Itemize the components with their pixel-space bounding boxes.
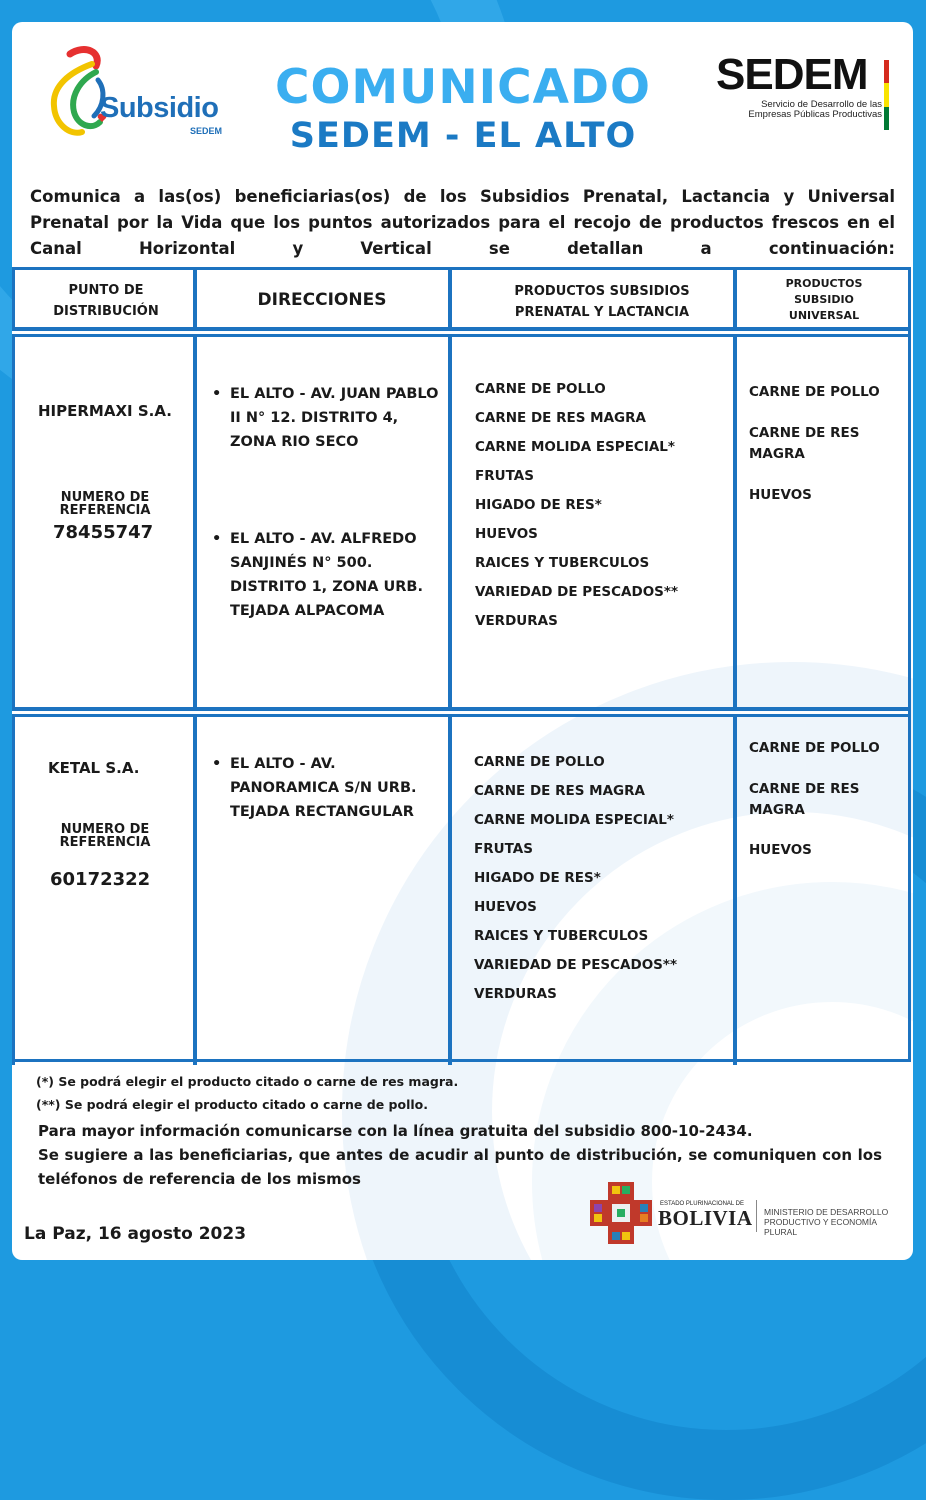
- list-item: FRUTAS: [475, 468, 534, 484]
- reference-number: 60172322: [50, 869, 151, 890]
- universal-product: HUEVOS: [749, 842, 812, 858]
- page-subtitle: SEDEM - EL ALTO: [289, 116, 637, 156]
- intro-paragraph: Comunica a las(os) beneficiarias(os) de los Subsidios Prenatal, Lactancia y Universal Prenatal por la Vida que los puntos autorizados para el recojo de productos frescos en el Canal Horizontal y Vertical se detallan a continuación:: [30, 187, 895, 258]
- subsidio-logo-subtext: SEDEM: [190, 126, 223, 136]
- list-item: CARNE DE RES MAGRA: [475, 410, 646, 426]
- list-item: HUEVOS: [475, 526, 538, 542]
- info-paragraph: Se sugiere a las beneficiarias, que antes de acudir al punto de distribución, se comuniquen con los teléfonos de referencia de los mismos: [38, 1146, 882, 1188]
- list-item: CARNE MOLIDA ESPECIAL*: [475, 439, 675, 455]
- footnote: (**) Se podrá elegir el producto citado o carne de pollo.: [36, 1097, 428, 1112]
- list-item: CARNE DE POLLO: [474, 754, 605, 770]
- header-universal: PRODUCTOS SUBSIDIO UNIVERSAL: [785, 277, 863, 322]
- header-prenatal: PRODUCTOS SUBSIDIOS PRENATAL Y LACTANCIA: [514, 284, 690, 320]
- list-item: HIGADO DE RES*: [474, 870, 601, 886]
- list-item: VARIEDAD DE PESCADOS**: [474, 957, 678, 973]
- universal-product: CARNE DE RES MAGRA: [749, 425, 860, 462]
- list-item: RAICES Y TUBERCULOS: [475, 555, 650, 571]
- list-item: FRUTAS: [474, 841, 533, 857]
- bolivia-ministry-logo: [590, 1182, 900, 1248]
- subsidio-logo-text: Subsidio: [100, 92, 219, 124]
- list-item: VERDURAS: [475, 613, 558, 629]
- logo-separator: [756, 1200, 757, 1232]
- bolivia-state-text: ESTADO PLURINACIONAL DE: [660, 1201, 745, 1207]
- page-title: COMUNICADO: [274, 60, 652, 115]
- bolivia-emblem-icon: [590, 1182, 652, 1244]
- list-item: VERDURAS: [474, 986, 557, 1002]
- table-divider: [733, 270, 737, 1065]
- sedem-logo-text: SEDEM: [716, 50, 868, 99]
- table-divider: [193, 270, 197, 1065]
- reference-label: NUMERO DE REFERENCIA: [59, 822, 151, 850]
- reference-label: NUMERO DE REFERENCIA: [59, 490, 151, 518]
- distribution-table: [12, 267, 911, 1062]
- ministry-text: MINISTERIO DE DESARROLLO PRODUCTIVO Y ECONOMÍA PLURAL: [764, 1207, 889, 1237]
- sedem-logo-description: Servicio de Desarrollo de las Empresas Públicas Productivas: [748, 99, 882, 120]
- table-divider: [448, 270, 452, 1065]
- list-item: VARIEDAD DE PESCADOS**: [475, 584, 679, 600]
- list-item: HUEVOS: [474, 899, 537, 915]
- address-item: • EL ALTO - AV. ALFREDO SANJINÉS N° 500. DISTRITO 1, ZONA URB. TEJADA ALPACOMA: [212, 527, 440, 623]
- document-date: La Paz, 16 agosto 2023: [24, 1224, 247, 1244]
- universal-product: CARNE DE POLLO: [749, 740, 880, 756]
- footnote: (*) Se podrá elegir el producto citado o carne de res magra.: [36, 1074, 459, 1089]
- universal-product: CARNE DE POLLO: [749, 384, 880, 400]
- prenatal-product-list: [475, 375, 678, 636]
- table-divider: [12, 334, 908, 337]
- reference-number: 78455747: [53, 522, 154, 543]
- header-punto: PUNTO DE DISTRIBUCIÓN: [53, 283, 159, 319]
- store-name: HIPERMAXI S.A.: [38, 402, 172, 420]
- list-item: RAICES Y TUBERCULOS: [474, 928, 649, 944]
- info-line: Para mayor información comunicarse con la línea gratuita del subsidio 800-10-2434.: [38, 1122, 753, 1140]
- bolivia-country-text: BOLIVIA: [658, 1206, 753, 1230]
- table-divider: [12, 270, 15, 1065]
- prenatal-product-list: [474, 748, 677, 1009]
- address-item: • EL ALTO - AV. PANORAMICA S/N URB. TEJADA RECTANGULAR: [212, 752, 440, 824]
- store-name: KETAL S.A.: [48, 759, 140, 777]
- list-item: CARNE MOLIDA ESPECIAL*: [474, 812, 674, 828]
- sedem-logo: [716, 50, 896, 154]
- list-item: CARNE DE POLLO: [475, 381, 606, 397]
- universal-product: CARNE DE RES MAGRA: [749, 781, 860, 818]
- announcement-card: [12, 22, 913, 1260]
- table-divider: [12, 714, 908, 717]
- list-item: HIGADO DE RES*: [475, 497, 602, 513]
- address-item: • EL ALTO - AV. JUAN PABLO II N° 12. DISTRITO 4, ZONA RIO SECO: [212, 382, 440, 454]
- list-item: CARNE DE RES MAGRA: [474, 783, 645, 799]
- bolivia-flag-bar-icon: [884, 60, 889, 130]
- universal-product: HUEVOS: [749, 487, 812, 503]
- header-direcciones: DIRECCIONES: [257, 290, 387, 310]
